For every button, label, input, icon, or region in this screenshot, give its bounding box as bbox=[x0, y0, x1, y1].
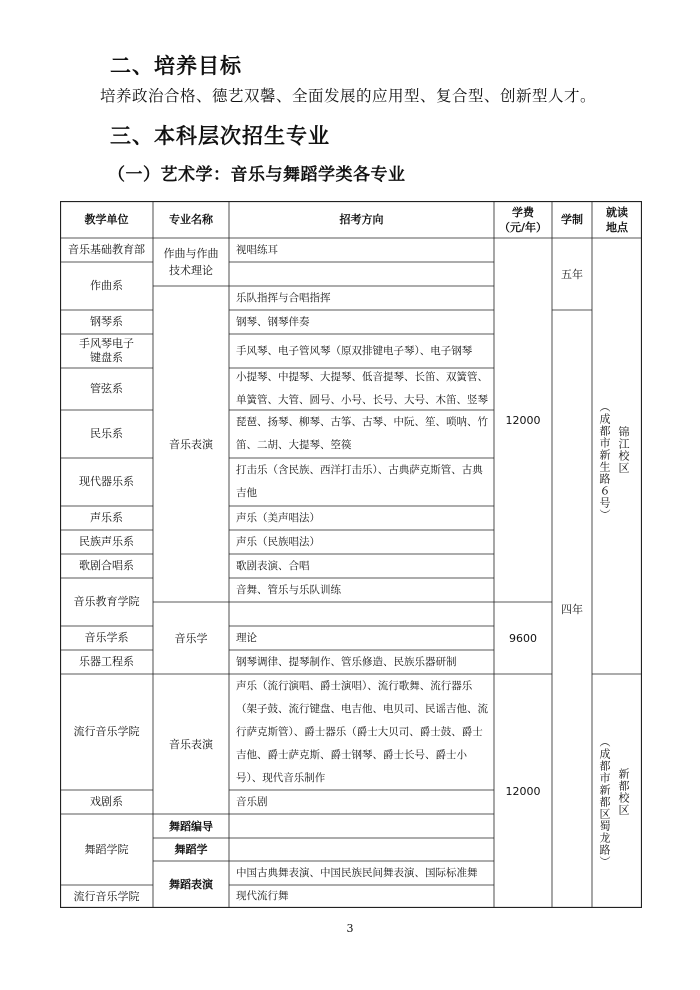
location-name: 新都校区 bbox=[617, 768, 630, 816]
major-cell: 舞蹈学 bbox=[174, 843, 208, 856]
header-direction: 招考方向 bbox=[339, 213, 384, 226]
unit-cell: 流行音乐学院 bbox=[73, 725, 140, 738]
direction-cell: 声乐（流行演唱、爵士演唱）、流行歌舞、流行器乐（架子鼓、流行键盘、电吉他、电贝司、民谣吉他、流行萨克斯管）、爵士器乐（爵士大贝司、爵士鼓、爵士吉他、爵士萨克斯、爵士钢琴、爵士长号、爵士小号）、现代音乐制作 bbox=[236, 679, 488, 784]
direction-cell bbox=[229, 838, 494, 861]
direction-cell: 理论 bbox=[236, 631, 257, 644]
unit-cell: 现代器乐系 bbox=[79, 475, 134, 488]
fee-cell: 12000 bbox=[505, 413, 541, 427]
header-fee: 学费 （元/年） bbox=[498, 205, 548, 234]
unit-cell: 钢琴系 bbox=[90, 315, 123, 328]
unit-cell: 音乐基础教育部 bbox=[68, 243, 145, 256]
header-unit: 教学单位 bbox=[84, 213, 129, 226]
major-cell: 舞蹈编导 bbox=[169, 819, 213, 833]
direction-cell: 声乐（民族唱法） bbox=[236, 535, 320, 548]
section-heading-majors: 三、本科层次招生专业 bbox=[110, 124, 330, 148]
unit-cell: 流行音乐学院 bbox=[73, 889, 140, 903]
unit-cell: 民乐系 bbox=[90, 427, 123, 440]
direction-cell: 歌剧表演、合唱 bbox=[236, 559, 310, 572]
direction-cell: 乐队指挥与合唱指挥 bbox=[236, 291, 331, 304]
major-cell: 音乐表演 bbox=[169, 737, 213, 751]
unit-cell: 舞蹈学院 bbox=[84, 842, 129, 856]
direction-cell: 钢琴调律、提琴制作、管乐修造、民族乐器研制 bbox=[236, 655, 457, 668]
direction-cell: 钢琴、钢琴伴奏 bbox=[236, 315, 310, 328]
location-address: （成都市新都区蜀龙路） bbox=[598, 736, 611, 868]
direction-cell bbox=[229, 602, 494, 626]
years-cell: 五年 bbox=[561, 267, 583, 281]
direction-cell: 中国古典舞表演、中国民族民间舞表演、国际标准舞 bbox=[236, 866, 478, 879]
subsection-heading: （一）艺术学：音乐与舞蹈学类各专业 bbox=[108, 165, 406, 185]
direction-cell: 打击乐（含民族、西洋打击乐）、古典萨克斯管、古典吉他 bbox=[236, 464, 483, 499]
direction-cell bbox=[229, 262, 494, 286]
unit-cell: 音乐教育学院 bbox=[73, 595, 140, 608]
direction-cell: 音舞、管乐与乐队训练 bbox=[236, 583, 341, 596]
header-location: 就读 地点 bbox=[606, 205, 628, 234]
location-address: （成都市新生路６号） bbox=[598, 401, 611, 521]
fee-cell: 9600 bbox=[509, 631, 537, 645]
direction-cell: 现代流行舞 bbox=[236, 890, 289, 902]
direction-cell: 小提琴、中提琴、大提琴、低音提琴、长笛、双簧管、单簧管、大管、圆号、小号、长号、大号、木笛、竖琴 bbox=[236, 371, 488, 406]
header-major: 专业名称 bbox=[169, 213, 213, 226]
unit-cell: 歌剧合唱系 bbox=[79, 559, 134, 572]
section-heading-goal: 二、培养目标 bbox=[110, 54, 242, 78]
unit-cell: 管弦系 bbox=[90, 382, 123, 395]
direction-cell: 视唱练耳 bbox=[236, 243, 278, 256]
major-cell: 音乐表演 bbox=[169, 437, 213, 451]
unit-cell: 民族声乐系 bbox=[79, 535, 134, 548]
fee-cell: 12000 bbox=[505, 784, 541, 798]
header-years: 学制 bbox=[561, 213, 583, 226]
unit-cell: 声乐系 bbox=[90, 511, 123, 524]
location-name: 锦江校区 bbox=[617, 426, 630, 474]
major-cell: 作曲与作曲 技术理论 bbox=[163, 247, 219, 277]
direction-cell: 声乐（美声唱法） bbox=[236, 511, 320, 524]
years-cell: 四年 bbox=[561, 602, 583, 616]
page-number: 3 bbox=[346, 922, 354, 935]
major-cell: 舞蹈表演 bbox=[169, 878, 213, 891]
unit-cell: 戏剧系 bbox=[90, 795, 123, 808]
direction-cell bbox=[229, 814, 494, 838]
unit-cell: 乐器工程系 bbox=[79, 655, 134, 668]
goal-text: 培养政治合格、德艺双馨、全面发展的应用型、复合型、创新型人才。 bbox=[100, 87, 597, 105]
direction-cell: 手风琴、电子管风琴（原双排键电子琴）、电子钢琴 bbox=[236, 344, 473, 357]
unit-cell: 作曲系 bbox=[90, 279, 123, 292]
major-cell: 音乐学 bbox=[174, 631, 208, 645]
majors-table bbox=[60, 201, 642, 908]
direction-cell: 音乐剧 bbox=[236, 795, 268, 808]
direction-cell: 琵琶、扬琴、柳琴、古筝、古琴、中阮、笙、唢呐、竹笛、二胡、大提琴、箜篌 bbox=[236, 416, 488, 451]
unit-cell: 手风琴电子 键盘系 bbox=[79, 337, 134, 364]
unit-cell: 音乐学系 bbox=[84, 631, 129, 644]
